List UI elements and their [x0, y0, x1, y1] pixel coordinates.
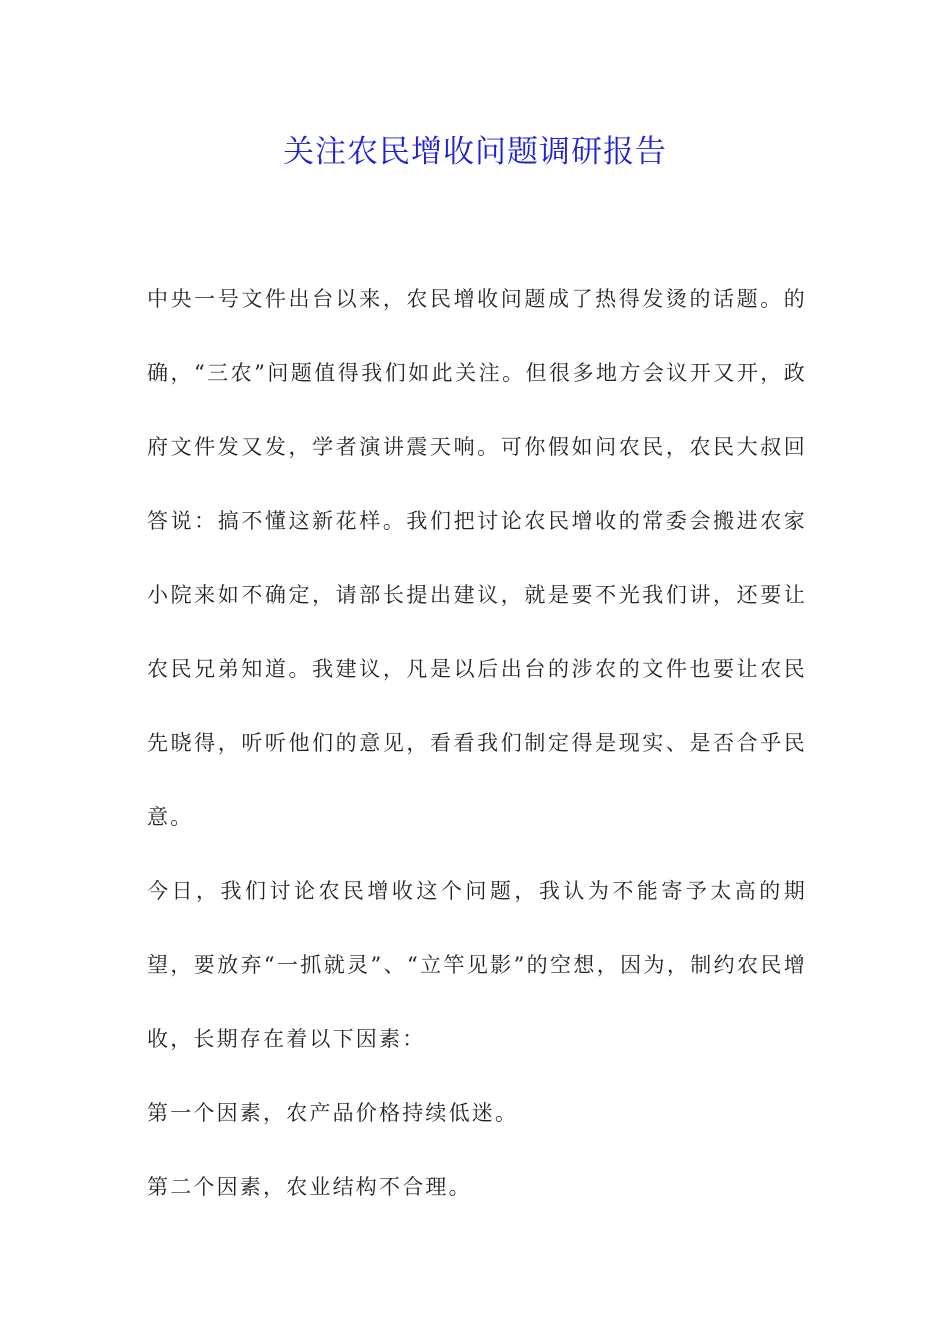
paragraph-factor-2: 第二个因素，农业结构不合理。	[147, 1175, 472, 1199]
paragraph-intro: 中央一号文件出台以来，农民增收问题成了热得发烫的话题。的确，“三农”问题值得我们如此关注。但很多地方会议开又开，政府文件发又发，学者演讲震天响。可你假如问农民，农民大叔回答说：搞不懂这新花样。我们把讨论农民增收的常委会搬进农家小院来如不确定，请部长提出建议，就是要不光我们讲，还要让农民兄弟知道。我建议，凡是以后出台的涉农的文件也要让农民先晓得，听听他们的意见，看看我们制定得是现实、是否合乎民意。	[147, 287, 807, 829]
paragraph-today: 今日，我们讨论农民增收这个问题，我认为不能寄予太高的期望，要放弃“一抓就灵”、“立竿见影”的空想，因为，制约农民增收，长期存在着以下因素：	[147, 879, 807, 1051]
document-title: 关注农民增收问题调研报告	[283, 134, 667, 170]
document-body	[147, 262, 807, 1224]
paragraph-factor-1: 第一个因素，农产品价格持续低迷。	[147, 1101, 519, 1125]
